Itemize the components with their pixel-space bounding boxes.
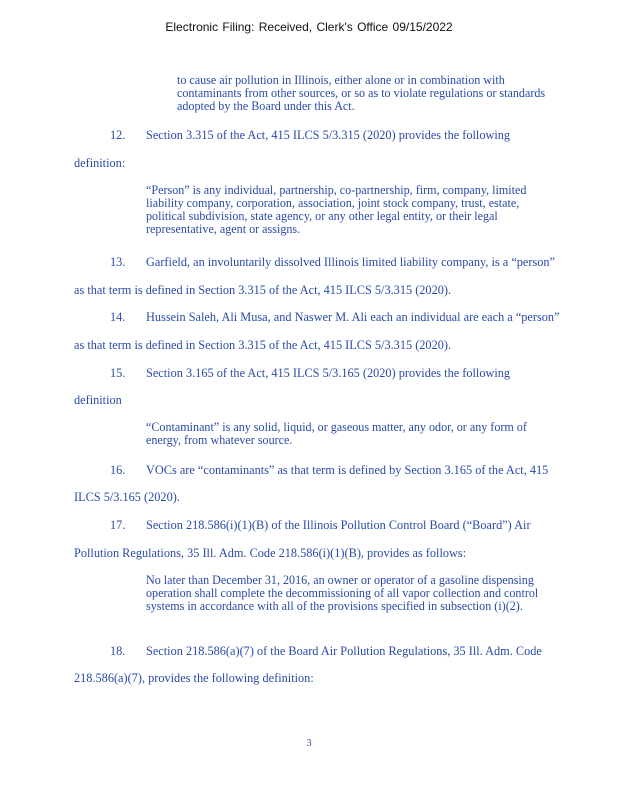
- paragraph-16-line-2: ILCS 5/3.165 (2020).: [74, 490, 180, 504]
- paragraph-number-16: 16.: [110, 463, 126, 477]
- paragraph-number-18: 18.: [110, 644, 126, 658]
- efiling-header: Electronic Filing: Received, Clerk's Office 09/15/2022: [165, 20, 453, 34]
- paragraph-18-line-1: Section 218.586(a)(7) of the Board Air Pollution Regulations, 35 Ill. Adm. Code: [146, 644, 542, 658]
- paragraph-number-14: 14.: [110, 310, 126, 324]
- paragraph-17-line-2: Pollution Regulations, 35 Ill. Adm. Code 218.586(i)(1)(B), provides as follows:: [74, 546, 467, 560]
- paragraph-15-line-2: definition: [74, 393, 122, 407]
- paragraph-number-13: 13.: [110, 255, 126, 269]
- paragraph-18-line-2: 218.586(a)(7), provides the following definition:: [74, 671, 314, 685]
- paragraph-12-line-2: definition:: [74, 156, 126, 170]
- paragraph-14-line-2: as that term is defined in Section 3.315 of the Act, 415 ILCS 5/3.315 (2020).: [74, 338, 452, 352]
- paragraph-number-17: 17.: [110, 518, 126, 532]
- page-number: 3: [306, 738, 312, 749]
- paragraph-number-15: 15.: [110, 366, 126, 380]
- block-quote-person-definition: “Person” is any individual, partnership, co-partnership, firm, company, limited liability company, corporation, association, joint stock company, trust, estate, political subdivision, state agency, or any other legal entity, or their legal representative, agent or assigns.: [146, 183, 527, 236]
- paragraph-15-line-1: Section 3.165 of the Act, 415 ILCS 5/3.165 (2020) provides the following: [146, 366, 511, 380]
- paragraph-16-line-1: VOCs are “contaminants” as that term is defined by Section 3.165 of the Act, 415: [146, 463, 549, 477]
- paragraph-12-line-1: Section 3.315 of the Act, 415 ILCS 5/3.315 (2020) provides the following: [146, 128, 511, 142]
- block-quote-contaminant-definition: “Contaminant” is any solid, liquid, or gaseous matter, any odor, or any form of energy, from whatever source.: [146, 420, 527, 447]
- block-quote-pollution: to cause air pollution in Illinois, either alone or in combination with contaminants from other sources, or so as to violate regulations or standards adopted by the Board under this Act.: [177, 73, 546, 113]
- paragraph-17-line-1: Section 218.586(i)(1)(B) of the Illinois Pollution Control Board (“Board”) Air: [146, 518, 531, 532]
- block-quote-decommissioning: No later than December 31, 2016, an owner or operator of a gasoline dispensing operation shall complete the decommissioning of all vapor collection and control systems in accordance with all of the provisions specified in subsection (i)(2).: [146, 573, 539, 613]
- paragraph-13-line-1: Garfield, an involuntarily dissolved Illinois limited liability company, is a “person”: [146, 255, 556, 269]
- paragraph-13-line-2: as that term is defined in Section 3.315 of the Act, 415 ILCS 5/3.315 (2020).: [74, 283, 452, 297]
- paragraph-14-line-1: Hussein Saleh, Ali Musa, and Naswer M. Ali each an individual are each a “person”: [146, 310, 560, 324]
- paragraph-number-12: 12.: [110, 128, 126, 142]
